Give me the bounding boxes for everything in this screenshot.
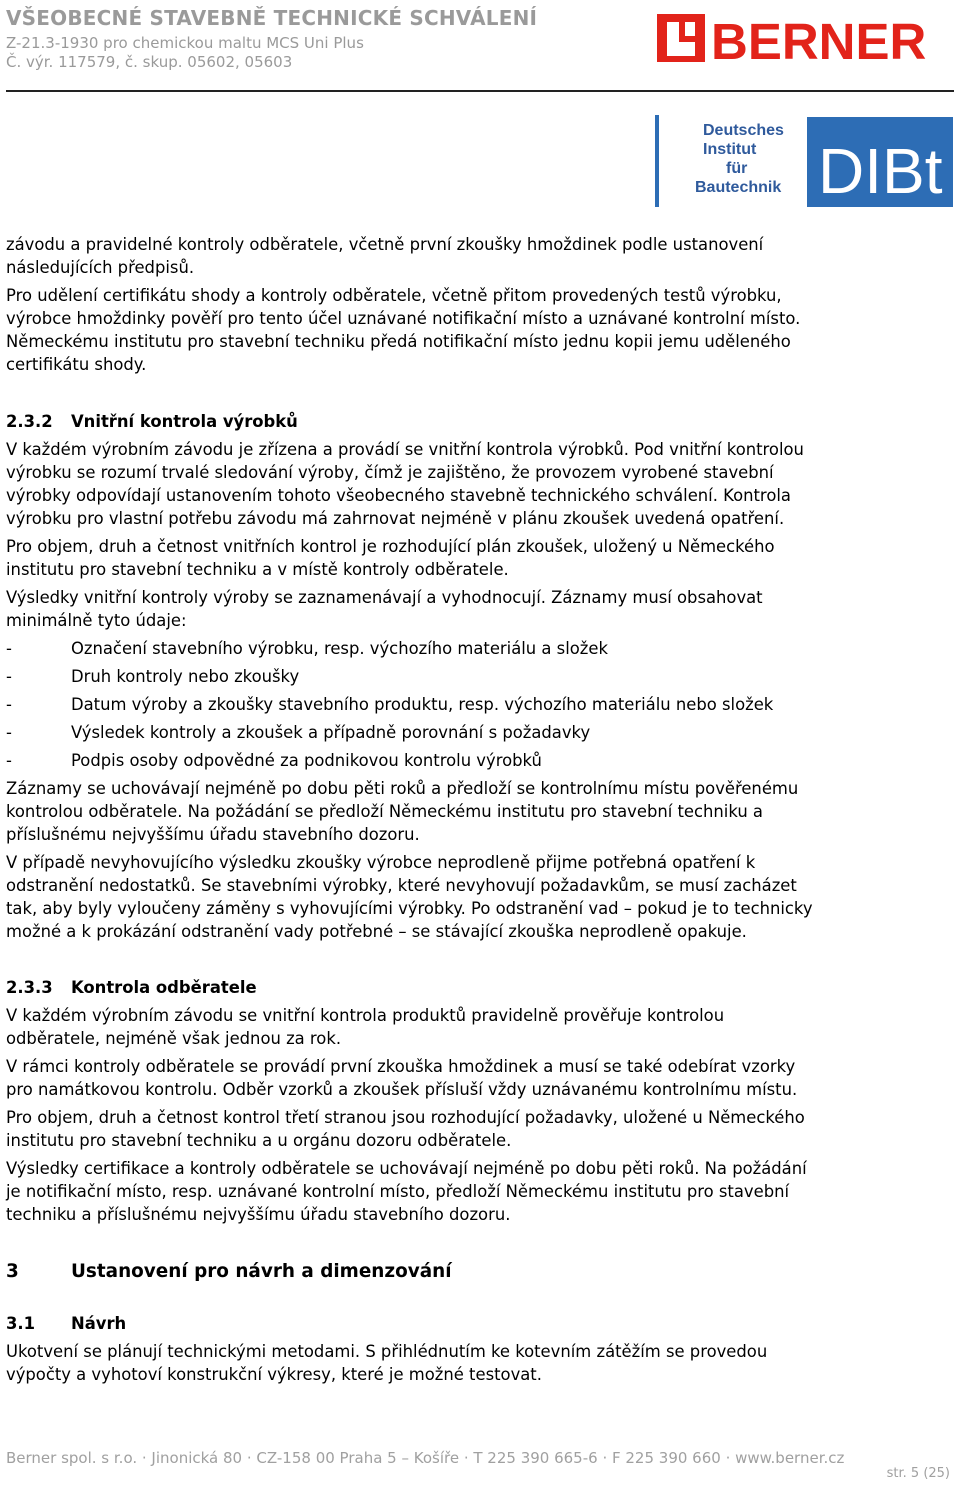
paragraph-line: Záznamy se uchovávají nejméně po dobu pěti roků a předloží se kontrolnímu místu pověřenému [6, 779, 799, 798]
page-number: str. 5 (25) [886, 1466, 950, 1481]
section-title: Kontrola odběratele [71, 978, 257, 997]
document-body [6, 233, 952, 1386]
svg-text:für: für [726, 160, 748, 177]
paragraph-line: závodu a pravidelné kontroly odběratele, včetně první zkoušky hmoždinek podle ustanovení [6, 235, 764, 254]
section-title: Návrh [71, 1314, 127, 1333]
section-number: 2.3.3 [6, 978, 53, 997]
paragraph-line: V každém výrobním závodu je zřízena a provádí se vnitřní kontrola výrobků. Pod vnitřní kontrolou [6, 440, 804, 459]
paragraph-line: techniku a příslušnému nejvyššímu úřadu stavebního dozoru. [6, 1205, 511, 1224]
paragraph-line: minimálně tyto údaje: [6, 611, 187, 630]
footer-address: Berner spol. s r.o. · Jinonická 80 · CZ-158 00 Praha 5 – Košíře · T 225 390 665-6 · F 225 390 660 · www.berner.cz [6, 1449, 845, 1467]
paragraph-line: certifikátu shody. [6, 355, 147, 374]
section-heading-2-3-2 [6, 410, 952, 433]
paragraph-line: výrobky odpovídají ustanovením tohoto všeobecného stavebně technického schválení. Kontrola [6, 486, 791, 505]
list-item: - Druh kontroly nebo zkoušky [6, 667, 300, 686]
berner-logo-text: BERNER [711, 13, 927, 64]
section-number: 3.1 [6, 1314, 36, 1333]
paragraph-line: Pro udělení certifikátu shody a kontroly odběratele, včetně přitom provedených testů výrobku, [6, 286, 782, 305]
svg-text:Institut: Institut [703, 141, 757, 158]
berner-logo [657, 12, 955, 64]
paragraph-line: výpočty a vyhotoví konstrukční výkresy, které je možné testovat. [6, 1365, 542, 1384]
paragraph-line: následujících předpisů. [6, 258, 195, 277]
paragraph-line: Německému institutu pro stavební techniku předá notifikační místo jednu kopii jemu uděleného [6, 332, 791, 351]
section-heading-3-1 [6, 1312, 952, 1335]
header-divider [6, 90, 954, 92]
dibt-logo [655, 115, 955, 209]
paragraph-line: odstranění nedostatků. Se stavebními výrobky, které nevyhovují požadavkům, se musí zacházet [6, 876, 797, 895]
paragraph-line: Pro objem, druh a četnost vnitřních kontrol je rozhodující plán zkoušek, uložený u Německého [6, 537, 775, 556]
paragraph-line: Výsledky vnitřní kontroly výroby se zaznamenávají a vyhodnocují. Záznamy musí obsahovat [6, 588, 763, 607]
paragraph-line: Ukotvení se plánují technickými metodami. S přihlédnutím ke kotevním zátěžím se provedou [6, 1342, 768, 1361]
paragraph-line: možné a k prokázání odstranění vady potřebné – se stávající zkouška neprodleně opakuje. [6, 922, 747, 941]
paragraph-line: výrobku se rozumí trvalé sledování výroby, čímž je zajištěno, že provozem vyrobené stavební [6, 463, 774, 482]
paragraph-line: institutu pro stavební techniku a v místě kontroly odběratele. [6, 560, 509, 579]
paragraph-line: V každém výrobním závodu se vnitřní kontrola produktů pravidelně prověřuje kontrolou [6, 1006, 725, 1025]
list-item: - Datum výroby a zkoušky stavebního produktu, resp. výchozího materiálu nebo složek [6, 695, 774, 714]
dibt-logo-text: DIBt [818, 135, 943, 207]
section-heading-2-3-3 [6, 976, 952, 999]
paragraph-line: pro namátkovou kontrolu. Odběr vzorků a zkoušek přísluší vždy uznávanému kontrolnímu místu. [6, 1080, 798, 1099]
section-heading-3 [6, 1259, 952, 1285]
list-item: - Výsledek kontroly a zkoušek a případně porovnání s požadavky [6, 723, 591, 742]
list-item: - Označení stavebního výrobku, resp. výchozího materiálu a složek [6, 639, 608, 658]
list-item: - Podpis osoby odpovědné za podnikovou kontrolu výrobků [6, 751, 542, 770]
paragraph-line: institutu pro stavební techniku a u orgánu dozoru odběratele. [6, 1131, 512, 1150]
section-number: 2.3.2 [6, 412, 53, 431]
paragraph-line: výrobku pro vlastní potřebu závodu má zahrnovat nejméně v plánu zkoušek uvedená opatření. [6, 509, 785, 528]
approval-number: Z-21.3-1930 pro chemickou maltu MCS Uni Plus [6, 34, 364, 52]
svg-text:Deutsches: Deutsches [703, 122, 784, 139]
paragraph-line: je notifikační místo, resp. uznávané kontrolní místo, předloží Německému institutu pro stavební [6, 1182, 790, 1201]
paragraph-line: V rámci kontroly odběratele se provádí první zkouška hmoždinek a musí se také odebírat vzorky [6, 1057, 796, 1076]
product-number: Č. výr. 117579, č. skup. 05602, 05603 [6, 53, 293, 71]
section-number: 3 [6, 1261, 19, 1282]
paragraph-line: příslušnému nejvyššímu úřadu stavebního dozoru. [6, 825, 420, 844]
document-title: VŠEOBECNÉ STAVEBNĚ TECHNICKÉ SCHVÁLENÍ [6, 6, 538, 30]
section-title: Ustanovení pro návrh a dimenzování [71, 1261, 452, 1282]
paragraph-line: Pro objem, druh a četnost kontrol třetí stranou jsou rozhodující požadavky, uložené u Německého [6, 1108, 805, 1127]
paragraph-line: Výsledky certifikace a kontroly odběratele se uchovávají nejméně po dobu pěti roků. Na požádání [6, 1159, 807, 1178]
paragraph-line: výrobce hmoždinky pověří pro tento účel uznávané notifikační místo a uznávané kontrolní místo. [6, 309, 801, 328]
paragraph-line: V případě nevyhovujícího výsledku zkoušky výrobce neprodleně přijme potřebná opatření k [6, 853, 756, 872]
svg-text:Bautechnik: Bautechnik [695, 179, 782, 196]
paragraph-line: odběratele, nejméně však jednou za rok. [6, 1029, 342, 1048]
section-title: Vnitřní kontrola výrobků [71, 412, 298, 431]
paragraph-line: tak, aby byly vyloučeny záměny s vyhovujícími výrobky. Po odstranění vad – pokud je to technicky [6, 899, 813, 918]
paragraph-line: kontrolou odběratele. Na požádání se předloží Německému institutu pro stavební techniku a [6, 802, 763, 821]
